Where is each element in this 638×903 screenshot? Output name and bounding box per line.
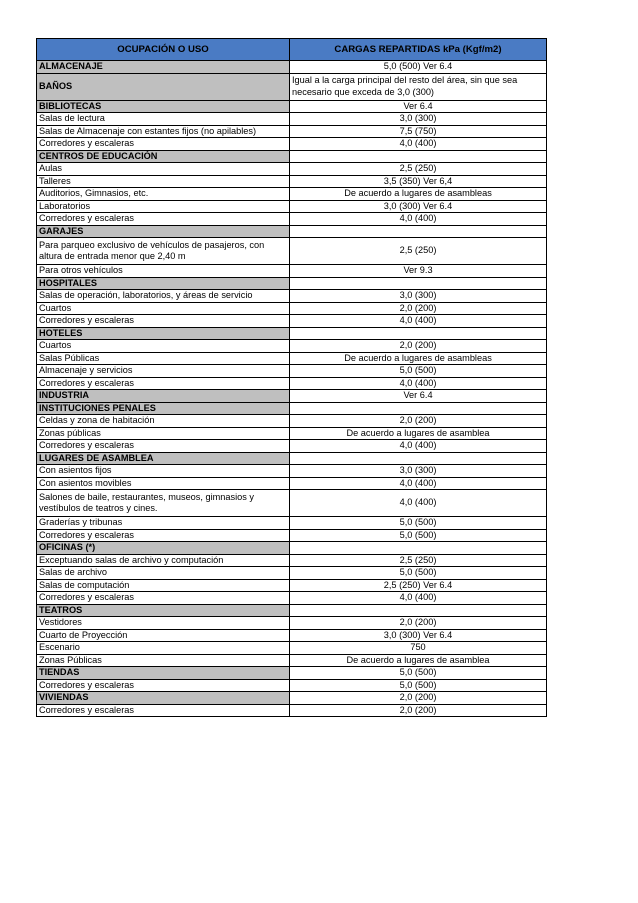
load-cell: 2,5 (250) (290, 238, 547, 265)
table-row (37, 617, 547, 630)
table-row (37, 490, 547, 517)
occupancy-cell: GARAJES (37, 225, 290, 238)
load-cell (290, 277, 547, 290)
load-cell: 5,0 (500) (290, 667, 547, 680)
occupancy-cell: Corredores y escaleras (37, 679, 290, 692)
load-cell: De acuerdo a lugares de asambleas (290, 352, 547, 365)
load-cell: 4,0 (400) (290, 315, 547, 328)
occupancy-cell: Celdas y zona de habitación (37, 415, 290, 428)
table-row (37, 340, 547, 353)
load-cell: De acuerdo a lugares de asamblea (290, 427, 547, 440)
occupancy-cell: Cuarto de Proyección (37, 629, 290, 642)
occupancy-cell: Aulas (37, 163, 290, 176)
table-row (37, 265, 547, 278)
load-cell: 5,0 (500) (290, 567, 547, 580)
occupancy-cell: INSTITUCIONES PENALES (37, 402, 290, 415)
table-row (37, 238, 547, 265)
table-row (37, 315, 547, 328)
section-row (37, 73, 547, 100)
table-row (37, 679, 547, 692)
load-cell: 2,5 (250) Ver 6.4 (290, 579, 547, 592)
load-cell (290, 402, 547, 415)
load-cell: 5,0 (500) Ver 6.4 (290, 61, 547, 74)
occupancy-cell: Cuartos (37, 302, 290, 315)
load-cell: 5,0 (500) (290, 365, 547, 378)
load-cell: 4,0 (400) (290, 592, 547, 605)
table-row (37, 654, 547, 667)
occupancy-cell: Para otros vehículos (37, 265, 290, 278)
table-row (37, 290, 547, 303)
occupancy-cell: OFICINAS (*) (37, 542, 290, 555)
load-cell (290, 542, 547, 555)
table-row (37, 629, 547, 642)
load-cell: 2,5 (250) (290, 554, 547, 567)
load-cell: 4,0 (400) (290, 377, 547, 390)
load-cell: 2,0 (200) (290, 704, 547, 717)
table-row (37, 554, 547, 567)
table-row (37, 175, 547, 188)
occupancy-cell: Con asientos movibles (37, 477, 290, 490)
section-row (37, 61, 547, 74)
table-row (37, 365, 547, 378)
section-row (37, 542, 547, 555)
section-row (37, 150, 547, 163)
occupancy-cell: Corredores y escaleras (37, 377, 290, 390)
load-cell: 2,0 (200) (290, 302, 547, 315)
load-cell: 2,0 (200) (290, 692, 547, 705)
section-row (37, 692, 547, 705)
table-row (37, 377, 547, 390)
occupancy-cell: Auditorios, Gimnasios, etc. (37, 188, 290, 201)
load-cell: Ver 6.4 (290, 100, 547, 113)
load-cell: 5,0 (500) (290, 529, 547, 542)
section-row (37, 100, 547, 113)
table-row (37, 567, 547, 580)
load-cell: 4,0 (400) (290, 477, 547, 490)
load-cell: 5,0 (500) (290, 517, 547, 530)
load-cell: 3,0 (300) (290, 113, 547, 126)
section-row (37, 402, 547, 415)
load-cell: 2,0 (200) (290, 415, 547, 428)
occupancy-cell: INDUSTRIA (37, 390, 290, 403)
occupancy-cell: Graderías y tribunas (37, 517, 290, 530)
section-row (37, 667, 547, 680)
occupancy-cell: Vestidores (37, 617, 290, 630)
table-row (37, 302, 547, 315)
table-row (37, 465, 547, 478)
table-row (37, 138, 547, 151)
occupancy-cell: Salones de baile, restaurantes, museos, gimnasios y vestíbulos de teatros y cines. (37, 490, 290, 517)
load-cell: 2,0 (200) (290, 340, 547, 353)
table-row (37, 352, 547, 365)
table-body (37, 61, 547, 717)
table-row (37, 704, 547, 717)
table-row (37, 579, 547, 592)
occupancy-cell: Corredores y escaleras (37, 315, 290, 328)
occupancy-cell: Zonas públicas (37, 427, 290, 440)
occupancy-cell: ALMACENAJE (37, 61, 290, 74)
occupancy-cell: Salas de Almacenaje con estantes fijos (no apilables) (37, 125, 290, 138)
table-row (37, 517, 547, 530)
occupancy-cell: Salas de computación (37, 579, 290, 592)
occupancy-cell: Salas de archivo (37, 567, 290, 580)
load-cell: De acuerdo a lugares de asamblea (290, 654, 547, 667)
table-row (37, 529, 547, 542)
occupancy-cell: Corredores y escaleras (37, 704, 290, 717)
section-row (37, 390, 547, 403)
occupancy-cell: Salas Públicas (37, 352, 290, 365)
load-cell: 4,0 (400) (290, 440, 547, 453)
table-row (37, 163, 547, 176)
occupancy-cell: Cuartos (37, 340, 290, 353)
load-cell: 4,0 (400) (290, 213, 547, 226)
section-row (37, 327, 547, 340)
occupancy-cell: BIBLIOTECAS (37, 100, 290, 113)
load-cell: 4,0 (400) (290, 138, 547, 151)
table-row (37, 427, 547, 440)
occupancy-cell: BAÑOS (37, 73, 290, 100)
load-cell: 3,0 (300) Ver 6.4 (290, 629, 547, 642)
section-row (37, 604, 547, 617)
load-cell: Ver 6.4 (290, 390, 547, 403)
load-cell (290, 327, 547, 340)
load-cell: 3,0 (300) (290, 465, 547, 478)
load-cell: 3,0 (300) (290, 290, 547, 303)
occupancy-cell: LUGARES DE ASAMBLEA (37, 452, 290, 465)
occupancy-cell: Escenario (37, 642, 290, 655)
table-row (37, 200, 547, 213)
load-cell: Ver 9.3 (290, 265, 547, 278)
occupancy-cell: TIENDAS (37, 667, 290, 680)
load-cell: De acuerdo a lugares de asambleas (290, 188, 547, 201)
load-cell: 5,0 (500) (290, 679, 547, 692)
occupancy-cell: Corredores y escaleras (37, 213, 290, 226)
load-cell (290, 150, 547, 163)
occupancy-cell: Corredores y escaleras (37, 440, 290, 453)
occupancy-cell: Salas de lectura (37, 113, 290, 126)
load-cell: Igual a la carga principal del resto del área, sin que sea necesario que exceda de 3,0 (300) (290, 73, 547, 100)
occupancy-cell: Corredores y escaleras (37, 592, 290, 605)
table-row (37, 642, 547, 655)
section-row (37, 277, 547, 290)
occupancy-cell: Talleres (37, 175, 290, 188)
table-row (37, 440, 547, 453)
occupancy-cell: Exceptuando salas de archivo y computación (37, 554, 290, 567)
table-row (37, 113, 547, 126)
load-cell: 2,5 (250) (290, 163, 547, 176)
table-row (37, 592, 547, 605)
occupancy-cell: HOTELES (37, 327, 290, 340)
header-occupancy: OCUPACIÓN O USO (37, 39, 290, 61)
load-cell: 7,5 (750) (290, 125, 547, 138)
load-cell: 3,0 (300) Ver 6.4 (290, 200, 547, 213)
table-header-row (37, 39, 547, 61)
table-row (37, 188, 547, 201)
occupancy-cell: CENTROS DE EDUCACIÓN (37, 150, 290, 163)
occupancy-cell: HOSPITALES (37, 277, 290, 290)
occupancy-cell: Corredores y escaleras (37, 138, 290, 151)
occupancy-cell: TEATROS (37, 604, 290, 617)
header-loads: CARGAS REPARTIDAS kPa (Kgf/m2) (290, 39, 547, 61)
occupancy-cell: Almacenaje y servicios (37, 365, 290, 378)
occupancy-cell: Laboratorios (37, 200, 290, 213)
load-cell: 2,0 (200) (290, 617, 547, 630)
table-row (37, 213, 547, 226)
occupancy-cell: VIVIENDAS (37, 692, 290, 705)
occupancy-cell: Para parqueo exclusivo de vehículos de pasajeros, con altura de entrada menor que 2,40 m (37, 238, 290, 265)
occupancy-cell: Corredores y escaleras (37, 529, 290, 542)
occupancy-cell: Zonas Públicas (37, 654, 290, 667)
load-cell (290, 452, 547, 465)
table-row (37, 415, 547, 428)
load-cell: 3,5 (350) Ver 6,4 (290, 175, 547, 188)
section-row (37, 452, 547, 465)
load-cell: 4,0 (400) (290, 490, 547, 517)
occupancy-cell: Con asientos fijos (37, 465, 290, 478)
loads-table (36, 38, 547, 717)
table-row (37, 125, 547, 138)
occupancy-cell: Salas de operación, laboratorios, y áreas de servicio (37, 290, 290, 303)
table-row (37, 477, 547, 490)
load-cell (290, 225, 547, 238)
section-row (37, 225, 547, 238)
load-cell (290, 604, 547, 617)
load-cell: 750 (290, 642, 547, 655)
